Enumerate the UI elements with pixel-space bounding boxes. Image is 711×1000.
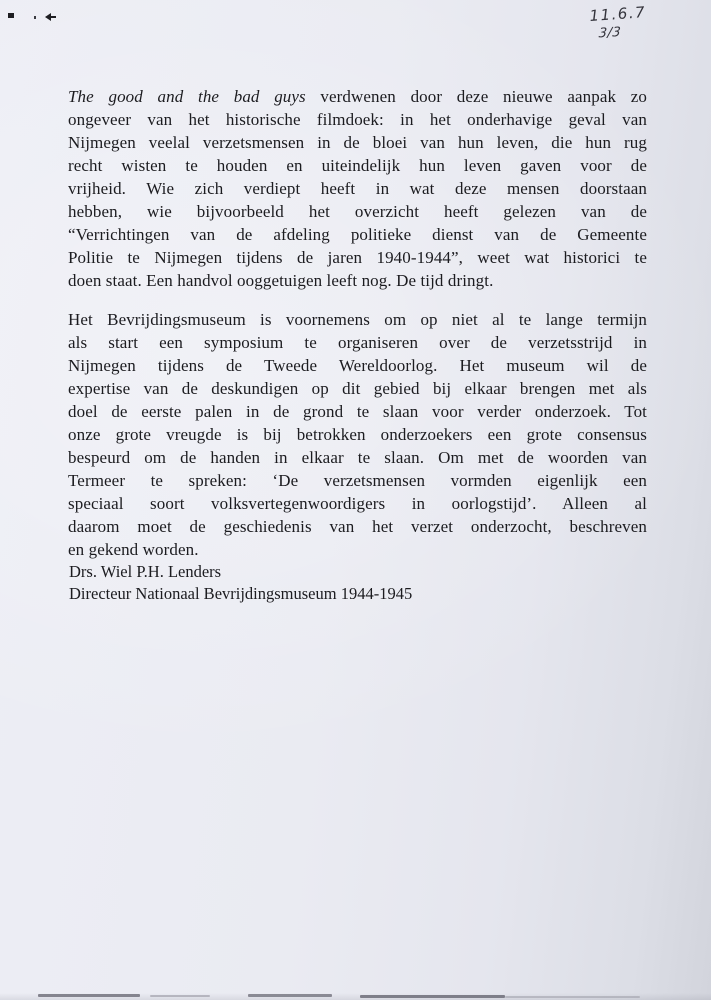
text-line: expertise van de deskundigen op dit gebied bij elkaar brengen met als (68, 379, 647, 398)
scan-artifact-square (8, 13, 14, 18)
scan-edge-segment (360, 995, 505, 998)
scan-artifact-dot (34, 16, 36, 19)
handwritten-page-fraction: 3/3 (598, 24, 622, 42)
text-line: speciaal soort volksvertegenwoordigers in oorlogstijd’. Alleen al (68, 494, 647, 513)
text-line: bespeurd om de handen in elkaar te slaan. Om met de woorden van (68, 448, 647, 467)
text-line: ongeveer van het historische filmdoek: in het onderhavige geval van (68, 110, 647, 129)
scan-edge-segment (150, 995, 210, 997)
text-line: Nijmegen tijdens de Tweede Wereldoorlog. Het museum wil de (68, 356, 647, 375)
text-line: en gekend worden. (68, 540, 199, 559)
scan-edge-segment (38, 994, 140, 997)
text-line: doen staat. Een handvol ooggetuigen leeft nog. De tijd dringt. (68, 271, 494, 290)
handwritten-reference-number: 11.6.7 (588, 3, 647, 25)
handwritten-annotation (589, 3, 648, 42)
text-line: daarom moet de geschiedenis van het verzet onderzocht, beschreven (68, 517, 647, 536)
italic-lead-phrase: The good and the bad guys (68, 87, 306, 106)
scan-edge-segment (248, 994, 332, 997)
text-line: recht wisten te houden en uiteindelijk hun leven gaven voor de (68, 156, 647, 175)
text-line: “Verrichtingen van de afdeling politieke dienst van de Gemeente (68, 225, 647, 244)
text-line: Het Bevrijdingsmuseum is voornemens om op niet al te lange termijn (68, 310, 647, 329)
paragraph-1 (68, 85, 647, 292)
scan-artifact-arrow-tail (50, 16, 56, 18)
text-line-rest: verdwenen door deze nieuwe aanpak zo (305, 87, 648, 106)
signature-name: Drs. Wiel P.H. Lenders (69, 562, 222, 581)
text-line: Termeer te spreken: ‘De verzetsmensen vormden eigenlijk een (68, 471, 647, 490)
text-line: hebben, wie bijvoorbeeld het overzicht heeft gelezen van de (68, 202, 647, 221)
text-line: onze grote vreugde is bij betrokken onderzoekers een grote consensus (68, 425, 647, 444)
text-line (68, 85, 647, 108)
text-line: Nijmegen veelal verzetsmensen in de bloei van hun leven, die hun rug (68, 133, 647, 152)
signature-title: Directeur Nationaal Bevrijdingsmuseum 1944-1945 (69, 584, 413, 603)
paragraph-2 (68, 308, 647, 561)
scan-edge-segment (505, 996, 640, 998)
text-line: vrijheid. Wie zich verdiept heeft in wat deze mensen doorstaan (68, 179, 647, 198)
text-line: Politie te Nijmegen tijdens de jaren 1940-1944”, weet wat historici te (68, 248, 647, 267)
text-line: als start een symposium te organiseren over de verzetsstrijd in (68, 333, 647, 352)
signature-block (69, 561, 412, 605)
text-line: doel de eerste palen in de grond te slaan voor verder onderzoek. Tot (68, 402, 647, 421)
